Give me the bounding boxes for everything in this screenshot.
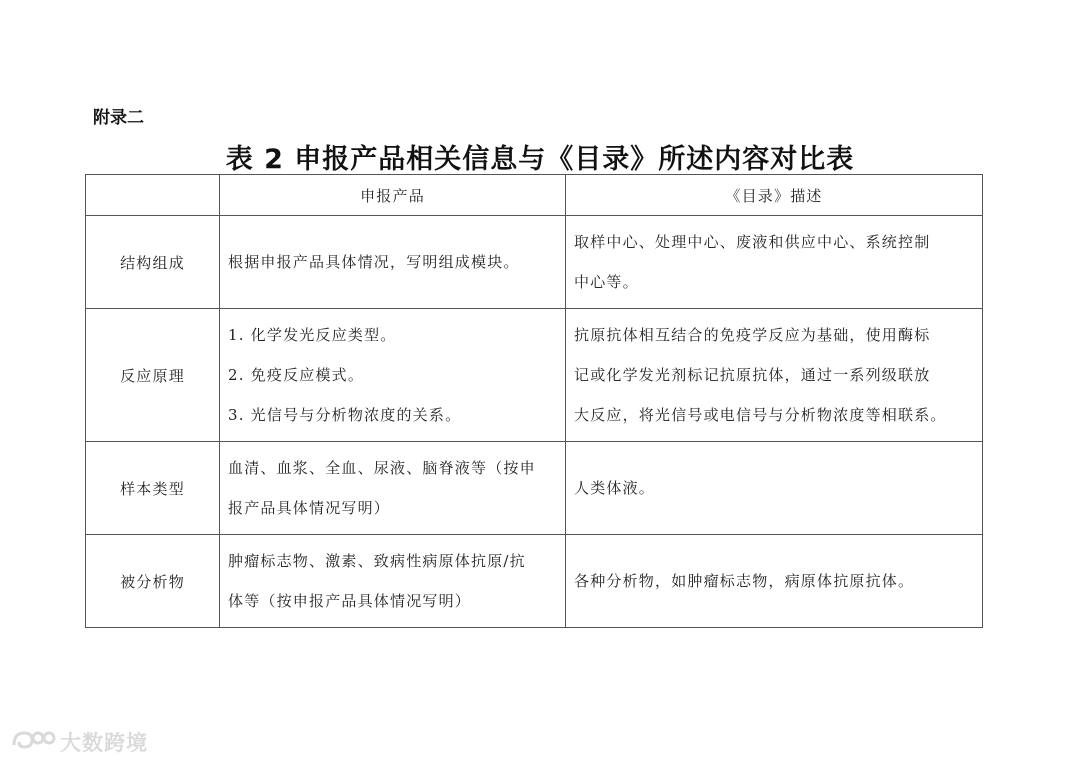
row-label-structure: 结构组成	[86, 216, 220, 309]
cell-line: 3. 光信号与分析物浓度的关系。	[228, 406, 462, 424]
cell-line: 中心等。	[574, 273, 639, 291]
cell-line: 报产品具体情况写明）	[228, 499, 391, 517]
logo-icon	[10, 727, 56, 758]
cell-line: 人类体液。	[574, 479, 656, 497]
row-label-analyte: 被分析物	[86, 535, 220, 628]
catalog-cell	[566, 309, 983, 442]
table-title: 表 2 申报产品相关信息与《目录》所述内容对比表	[225, 144, 855, 175]
table-row	[86, 216, 983, 309]
declared-cell	[220, 442, 566, 535]
cell-line: 血清、血浆、全血、尿液、脑脊液等（按申	[228, 459, 536, 477]
cell-line: 2. 免疫反应模式。	[228, 366, 365, 384]
appendix-label: 附录二	[93, 108, 144, 128]
cell-line: 肿瘤标志物、激素、致病性病原体抗原/抗	[228, 552, 526, 570]
cell-line: 体等（按申报产品具体情况写明）	[228, 592, 472, 610]
catalog-cell	[566, 535, 983, 628]
column-header-catalog: 《目录》描述	[566, 175, 983, 216]
cell-line: 各种分析物，如肿瘤标志物，病原体抗原抗体。	[574, 572, 915, 590]
column-header-declared: 申报产品	[220, 175, 566, 216]
table-header-row	[86, 175, 983, 216]
declared-cell	[220, 309, 566, 442]
cell-line: 大反应，将光信号或电信号与分析物浓度等相联系。	[574, 406, 947, 424]
declared-cell	[220, 535, 566, 628]
cell-line: 取样中心、处理中心、废液和供应中心、系统控制	[574, 233, 931, 251]
row-label-principle: 反应原理	[86, 309, 220, 442]
comparison-table	[85, 174, 983, 628]
table-row	[86, 442, 983, 535]
cell-line: 记或化学发光剂标记抗原抗体，通过一系列级联放	[574, 366, 931, 384]
column-header-blank	[86, 175, 220, 216]
catalog-cell	[566, 442, 983, 535]
cell-line: 抗原抗体相互结合的免疫学反应为基础，使用酶标	[574, 326, 931, 344]
declared-cell	[220, 216, 566, 309]
cell-line: 1. 化学发光反应类型。	[228, 326, 397, 344]
cell-line: 根据申报产品具体情况，写明组成模块。	[228, 253, 520, 271]
row-label-sample-type: 样本类型	[86, 442, 220, 535]
table-row	[86, 535, 983, 628]
watermark-text: 大数跨境	[60, 731, 148, 755]
watermark	[10, 727, 148, 757]
catalog-cell	[566, 216, 983, 309]
table-row	[86, 309, 983, 442]
